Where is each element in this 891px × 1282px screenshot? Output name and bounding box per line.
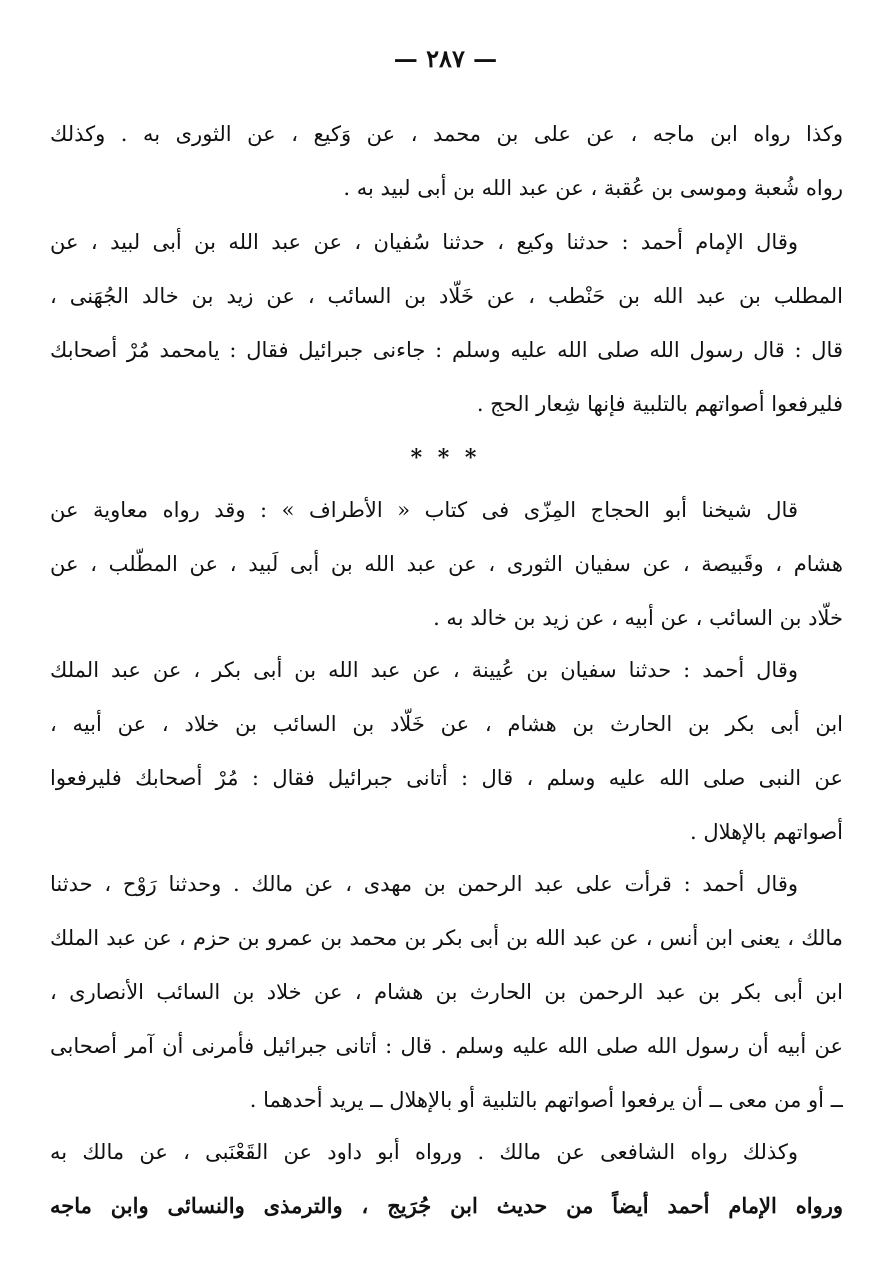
text-line: المطلب بن عبد الله بن حَنْطب ، عن خَلّاد بن السائب ، عن زيد بن خالد الجُهَنى ، [50, 284, 843, 308]
text-line: هشام ، وقَبيصة ، عن سفيان الثورى ، عن عبد الله بن أبى لَبيد ، عن المطّلب ، عن [50, 552, 843, 576]
text-line: عن النبى صلى الله عليه وسلم ، قال : أتانى جبرائيل فقال : مُرْ أصحابك فليرفعوا [50, 766, 843, 790]
text-line: ــ أو من معى ــ أن يرفعوا أصواتهم بالتلبية أو بالإهلال ــ يريد أحدهما . [249, 1088, 843, 1112]
text-line: ورواه الإمام أحمد أيضاً من حديث ابن جُرَيج ، والترمذى والنسائى وابن ماجه [50, 1193, 843, 1218]
text-line: وكذلك رواه الشافعى عن مالك . ورواه أبو داود عن القَعْنَبى ، عن مالك به [50, 1140, 798, 1164]
text-line: ابن أبى بكر بن عبد الرحمن بن الحارث بن هشام ، عن خلاد بن السائب الأنصارى ، [50, 980, 843, 1004]
text-line: وقال أحمد : قرأت على عبد الرحمن بن مهدى ، عن مالك . وحدثنا رَوْح ، حدثنا [50, 872, 798, 896]
text-line: رواه شُعبة وموسى بن عُقبة ، عن عبد الله بن أبى لبيد به . [343, 176, 843, 200]
text-line: مالك ، يعنى ابن أنس ، عن عبد الله بن أبى بكر بن محمد بن عمرو بن حزم ، عن عبد الملك [50, 926, 843, 950]
text-line: ابن أبى بكر بن الحارث بن هشام ، عن خَلّاد بن السائب بن خلاد ، عن أبيه ، [50, 712, 843, 736]
text-line: وقال الإمام أحمد : حدثنا وكيع ، حدثنا سُفيان ، عن عبد الله بن أبى لبيد ، عن [50, 230, 798, 254]
text-line: قال : قال رسول الله صلى الله عليه وسلم : جاءنى جبرائيل فقال : يامحمد مُرْ أصحابك [50, 338, 843, 362]
text-line: خلّاد بن السائب ، عن أبيه ، عن زيد بن خالد به . [433, 606, 843, 630]
text-line: فليرفعوا أصواتهم بالتلبية فإنها شِعار الحج . [476, 392, 843, 416]
section-separator: * * * [410, 445, 481, 471]
text-line: قال شيخنا أبو الحجاج المِزّى فى كتاب « الأطراف » : وقد رواه معاوية عن [50, 498, 798, 522]
text-line: عن أبيه أن رسول الله صلى الله عليه وسلم . قال : أتانى جبرائيل فأمرنى أن آمر أصحابى [50, 1034, 843, 1058]
text-line: أصواتهم بالإهلال . [690, 820, 843, 844]
text-line: وقال أحمد : حدثنا سفيان بن عُيينة ، عن عبد الله بن أبى بكر ، عن عبد الملك [50, 658, 798, 682]
text-line: وكذا رواه ابن ماجه ، عن على بن محمد ، عن وَكيع ، عن الثورى به . وكذلك [50, 122, 843, 146]
page-number: — ٢٨٧ — [393, 44, 498, 73]
